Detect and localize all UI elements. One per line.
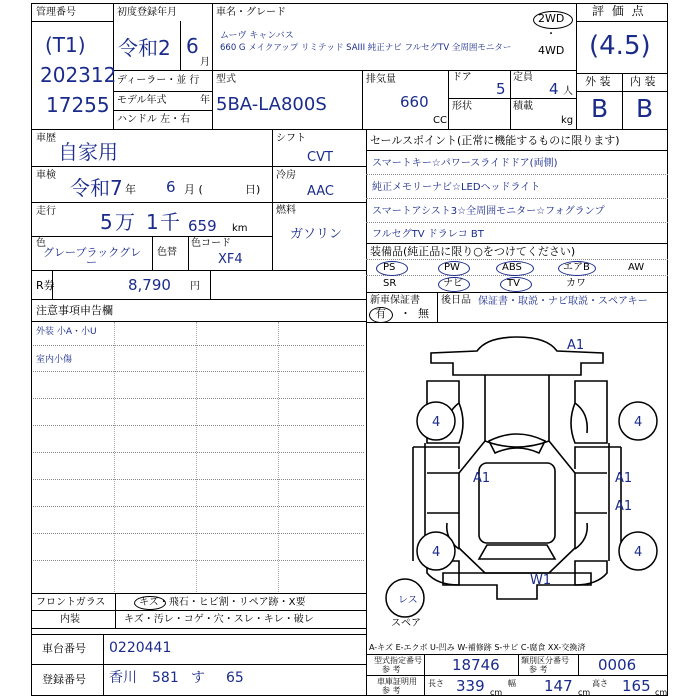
divider <box>33 533 364 534</box>
divider <box>31 634 366 635</box>
shift-value: CVT <box>307 150 333 165</box>
car-damage-diagram <box>367 323 667 631</box>
man-unit: 万 <box>115 210 135 234</box>
first-reg-month: 6 <box>186 34 199 58</box>
damage-mark-left-door: A1 <box>473 471 491 486</box>
divider <box>113 110 212 111</box>
day-paren: 日) <box>245 183 261 196</box>
displacement-label: 排気量 <box>366 74 396 85</box>
width-value: 147 <box>544 677 573 695</box>
inspection-label: 車検 <box>36 170 56 181</box>
divider <box>31 270 366 271</box>
divider <box>31 202 272 203</box>
chassis-value: 0220441 <box>109 640 172 656</box>
person-unit: 人 <box>563 86 573 97</box>
interior-cond-items: キズ・汚レ・コゲ・穴・スレ・キレ・破レ <box>124 614 314 625</box>
divider <box>33 398 364 399</box>
cc-unit: CC <box>433 115 447 126</box>
height-value: 165 <box>622 677 651 695</box>
mileage-rest: 659 <box>188 217 217 235</box>
warranty-no: 無 <box>418 307 429 320</box>
divider <box>366 222 668 223</box>
dealer-label: ディーラー・並 行 <box>117 75 200 86</box>
class-no-label2: 参 考 <box>529 665 548 674</box>
length-value: 339 <box>456 677 485 695</box>
inspection-era: 令和7 <box>70 176 123 200</box>
mgmt-label: 管理番号 <box>36 7 76 18</box>
divider <box>31 129 668 130</box>
door-label: ドア <box>452 72 472 83</box>
divider <box>31 321 366 322</box>
equip-sr: SR <box>383 278 397 289</box>
fuel-label: 燃料 <box>276 205 296 216</box>
color-change-label: 色替 <box>157 247 177 258</box>
type-no-label1: 型式指定番号 <box>374 656 422 665</box>
equip-leather: カワ <box>566 278 586 289</box>
note-line-2: 室内小傷 <box>36 355 73 365</box>
divider <box>448 98 576 99</box>
divider <box>33 371 364 372</box>
spare-label: スペア <box>391 618 421 629</box>
damage-legend: A-キズ E-エクボ U-凹み W-補修跡 S-サビ C-腐食 XX-交換済 <box>369 643 586 652</box>
divider <box>578 654 579 675</box>
sales-point-1: スマートキー☆パワースライドドア(両側) <box>372 158 558 169</box>
month-paren: 月 ( <box>184 183 203 196</box>
damage-mark-tire-fl: 4 <box>432 415 441 430</box>
divider <box>362 70 363 129</box>
equipment-title: 装備品(純正品に限り○をつけてください) <box>370 245 576 258</box>
divider <box>366 174 668 175</box>
divider <box>272 166 366 167</box>
carname-line2: 660 G メイクアップ リミテッド SAIII 純正ナビ フルセグTV 全周囲モニター <box>220 43 512 53</box>
divider <box>272 129 273 270</box>
divider <box>510 70 511 129</box>
size-label2: 参 考 <box>382 686 401 695</box>
divider <box>196 322 197 592</box>
divider <box>115 593 116 628</box>
divider <box>437 292 438 322</box>
divider <box>33 479 364 480</box>
divider <box>31 593 366 594</box>
damage-mark-tire-fr: 4 <box>634 415 643 430</box>
yen-unit: 円 <box>190 281 200 292</box>
equip-airbag: エアB <box>563 262 590 273</box>
warranty-label: 新車保証書 <box>370 295 420 306</box>
sales-title: セールスポイント(正常に機能するものに限ります) <box>370 134 620 147</box>
divider <box>31 299 366 300</box>
sen-unit: 千 <box>160 210 180 234</box>
reg-num: 65 <box>226 670 244 686</box>
interior-label: 内 装 <box>630 75 656 88</box>
divider <box>366 675 668 676</box>
height-label: 高さ <box>592 679 608 688</box>
divider <box>33 560 364 561</box>
divider <box>366 129 367 299</box>
divider <box>31 166 272 167</box>
later-label: 後日品 <box>441 295 471 306</box>
equip-ps: PS <box>383 262 396 273</box>
reg-label: 登録番号 <box>42 673 86 686</box>
equip-abs: ABS <box>502 262 522 273</box>
front-glass-items: キズ・飛石・ヒビ割・リペア跡・X要 <box>139 597 306 608</box>
color-value: グレーブラックグレ <box>43 246 142 259</box>
divider <box>103 634 104 696</box>
color-dash: ー <box>86 256 97 269</box>
capacity-value: 4 <box>549 80 559 98</box>
drive-dot: ・ <box>546 29 556 40</box>
damage-mark-rear: W1 <box>530 573 552 588</box>
divider <box>31 21 113 22</box>
width-label: 幅 <box>508 679 516 688</box>
warranty-dot: ・ <box>400 307 411 320</box>
divider <box>448 70 449 129</box>
drive-4wd: 4WD <box>538 44 565 57</box>
exterior-grade: B <box>591 94 609 123</box>
fuel-value: ガソリン <box>290 227 343 242</box>
equip-navi: ナビ <box>443 278 463 289</box>
shift-label: シフト <box>276 133 306 144</box>
divider <box>366 292 668 293</box>
mgmt-num1: 202312 <box>40 63 117 87</box>
interior-grade: B <box>636 94 654 123</box>
handle-label: ハンドル 左・右 <box>117 114 191 125</box>
divider <box>622 73 623 129</box>
month-unit: 月 <box>200 57 210 68</box>
carname-line1: ムーヴ キャンバス <box>220 31 294 41</box>
interior-cond-label: 内装 <box>60 614 80 625</box>
loading-label: 積載 <box>513 101 533 112</box>
divider <box>366 150 668 151</box>
mileage-sen: 1 <box>146 210 159 234</box>
mileage-man: 5 <box>100 210 113 234</box>
door-value: 5 <box>496 80 506 98</box>
divider <box>210 270 211 299</box>
color-code-label: 色コード <box>191 238 231 249</box>
divider <box>212 3 213 129</box>
divider <box>33 452 364 453</box>
katashiki-value: 5BA-LA800S <box>216 94 327 115</box>
carname-label: 車名・グレード <box>216 7 286 18</box>
divider <box>518 654 519 675</box>
history-label: 車歴 <box>36 133 56 144</box>
capacity-label: 定員 <box>513 72 533 83</box>
katashiki-label: 型式 <box>216 74 236 85</box>
equip-pw: PW <box>444 262 460 273</box>
divider <box>33 506 364 507</box>
color-code-value: XF4 <box>218 252 243 267</box>
kg-unit: kg <box>561 115 574 126</box>
width-cm: cm <box>578 688 591 697</box>
divider <box>33 345 364 346</box>
front-glass-label: フロントガラス <box>36 597 106 608</box>
divider <box>114 322 115 592</box>
first-reg-label: 初度登録年月 <box>117 7 177 18</box>
divider <box>180 21 181 70</box>
displacement-value: 660 <box>400 93 429 111</box>
ac-value: AAC <box>307 184 334 199</box>
rken-value: 8,790 <box>128 276 171 294</box>
sales-point-4: フルセグTV ドラレコ BT <box>372 229 484 240</box>
reg-class: 581 <box>152 670 179 686</box>
divider <box>31 664 366 665</box>
warranty-yes: 有 <box>375 307 386 320</box>
class-no-label1: 類別区分番号 <box>521 656 569 665</box>
mgmt-num2: 17255 <box>46 93 110 117</box>
divider <box>576 21 668 22</box>
history-value: 自家用 <box>58 140 118 164</box>
divider <box>278 322 279 592</box>
model-year-label: モデル年式 <box>117 95 167 106</box>
divider <box>366 198 668 199</box>
damage-mark-tire-rl: 4 <box>432 545 441 560</box>
divider <box>366 593 367 696</box>
size-label1: 車庫証明用 <box>377 677 417 686</box>
divider <box>113 70 576 71</box>
sales-point-3: スマートアシスト3☆全周囲モニター☆フォグランプ <box>372 206 605 217</box>
notes-title: 注意事項申告欄 <box>36 304 113 317</box>
sales-point-2: 純正メモリーナビ☆LEDヘッドライト <box>372 182 541 193</box>
divider <box>113 91 212 92</box>
damage-mark-right-door-front: A1 <box>615 471 633 486</box>
exterior-label: 外 装 <box>585 75 611 88</box>
divider <box>366 654 668 655</box>
year-unit: 年 <box>200 95 210 106</box>
damage-mark-right-door-rear: A1 <box>615 499 633 514</box>
spare-mark: レス <box>398 595 418 606</box>
length-cm: cm <box>490 688 503 697</box>
km-unit: km <box>232 223 248 234</box>
type-no-label2: 参 考 <box>382 665 401 674</box>
eval-score: (4.5) <box>589 31 651 61</box>
later-items: 保証書・取説・ナビ取説・スペアキー <box>478 296 648 307</box>
divider <box>366 243 668 244</box>
eval-label: 評 価 点 <box>592 4 646 18</box>
divider <box>33 425 364 426</box>
divider <box>152 236 153 270</box>
mgmt-t: (T1) <box>45 33 86 57</box>
class-no-value: 0006 <box>598 656 637 674</box>
chassis-label: 車台番号 <box>42 642 86 655</box>
inspection-month: 6 <box>166 178 176 196</box>
divider <box>31 610 366 611</box>
first-reg-era: 令和2 <box>118 36 171 60</box>
damage-mark-tire-rr: 4 <box>634 545 643 560</box>
length-label: 長さ <box>428 679 444 688</box>
equip-tv: TV <box>507 278 520 289</box>
divider <box>366 259 668 260</box>
drive-2wd: 2WD <box>538 12 565 25</box>
divider <box>272 202 366 203</box>
note-line-1: 外装 小A・小U <box>36 327 97 337</box>
type-no-value: 18746 <box>452 656 500 674</box>
equip-aw: AW <box>628 262 645 273</box>
shape-label: 形状 <box>452 101 472 112</box>
divider <box>31 628 366 629</box>
ac-label: 冷房 <box>276 170 296 181</box>
rken-label: R券 <box>36 279 55 292</box>
mileage-label: 走行 <box>36 206 56 217</box>
height-cm: cm <box>655 688 668 697</box>
reg-area: 香川 <box>109 670 137 686</box>
inspection-year-unit: 年 <box>125 183 136 196</box>
color-label: 色 <box>36 238 46 249</box>
reg-kana: す <box>191 670 205 686</box>
divider <box>424 654 425 696</box>
damage-mark-front: A1 <box>567 338 585 353</box>
divider <box>188 236 189 270</box>
